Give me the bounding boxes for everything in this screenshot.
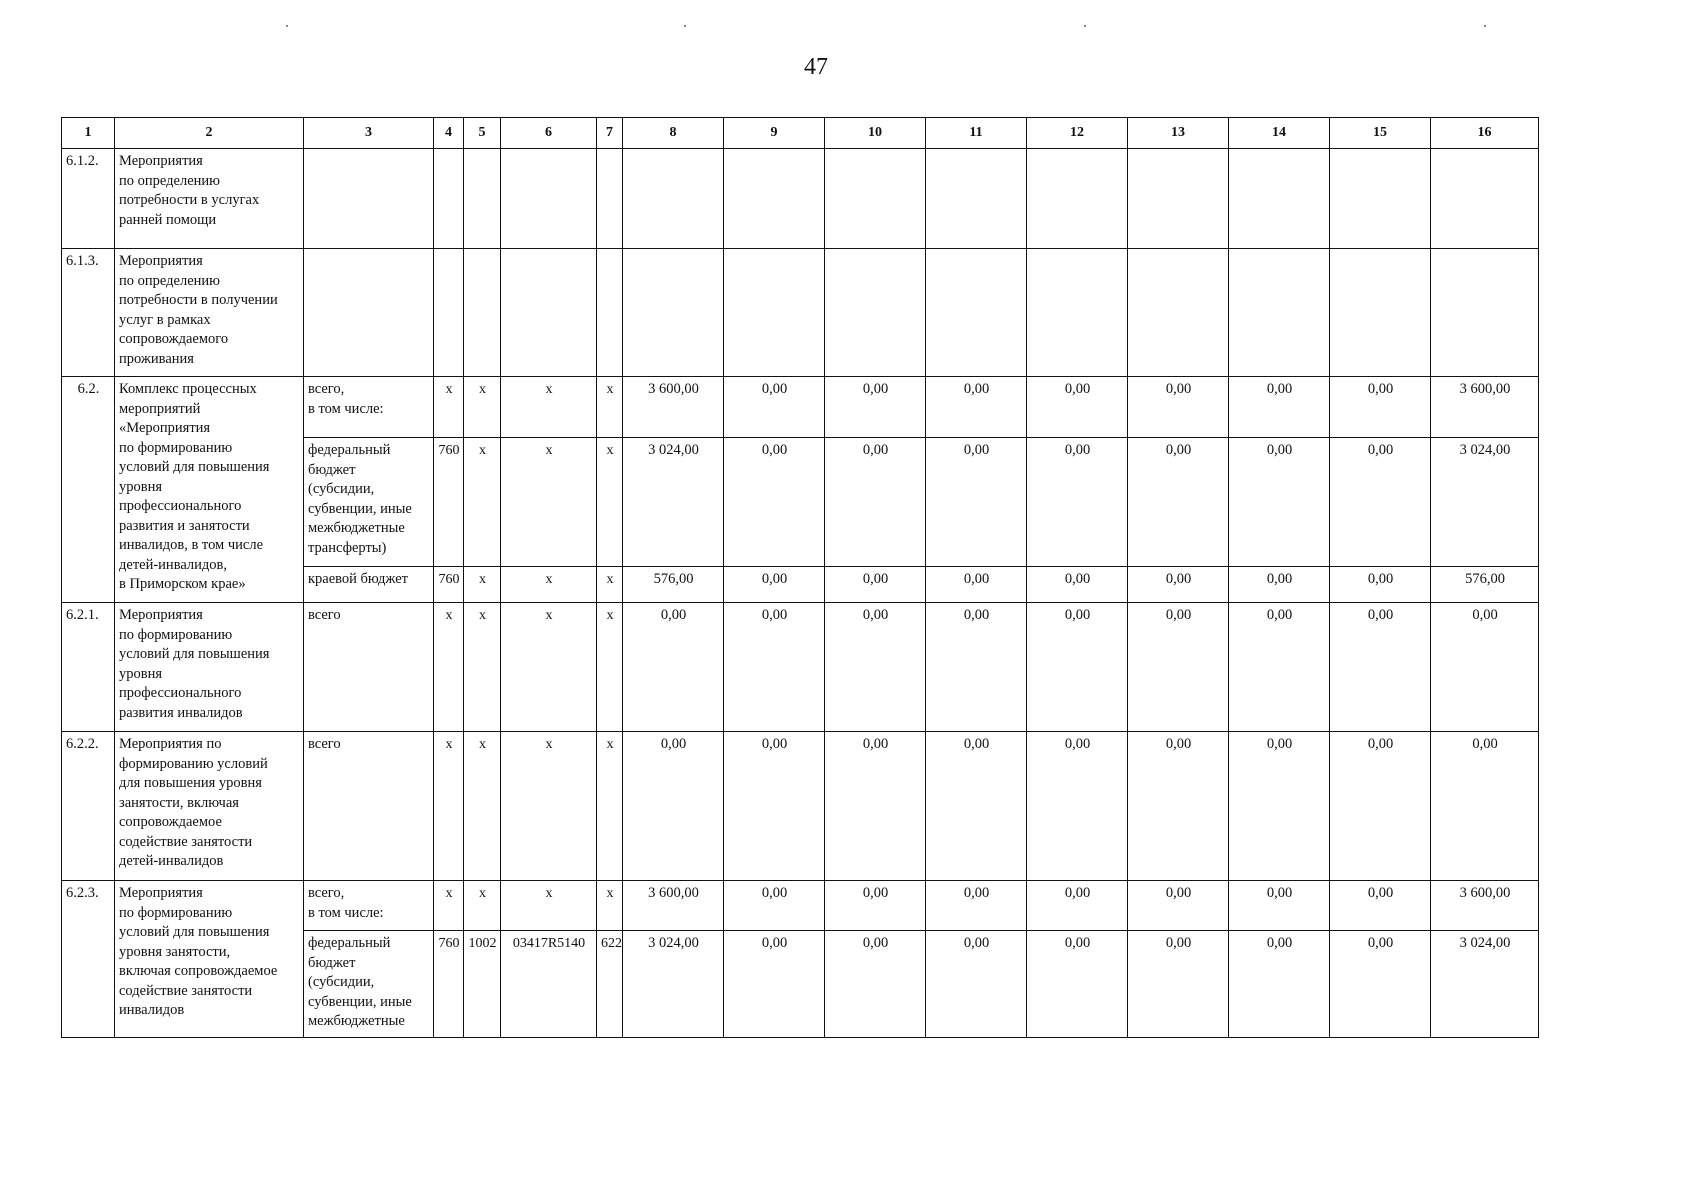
code-cell: x: [501, 603, 597, 732]
amount-cell: 0,00: [825, 377, 926, 438]
empty-cell: [926, 149, 1027, 249]
funding-source: всего, в том числе:: [304, 377, 434, 438]
code-cell: x: [597, 732, 623, 881]
table-row: [62, 881, 1539, 931]
empty-cell: [1128, 249, 1229, 377]
code-cell: x: [501, 881, 597, 931]
measure-name: Мероприятия по определению потребности в получении услуг в рамках сопровождаемого проживания: [115, 249, 304, 377]
empty-cell: [1229, 249, 1330, 377]
code-cell: x: [597, 438, 623, 567]
empty-cell: [434, 149, 464, 249]
scan-mark: [684, 25, 686, 27]
amount-cell: 0,00: [1330, 732, 1431, 881]
table-row: [62, 377, 1539, 438]
empty-cell: [1330, 149, 1431, 249]
empty-cell: [501, 149, 597, 249]
column-number: 8: [623, 118, 724, 149]
code-cell: 622: [597, 931, 623, 1038]
code-cell: x: [597, 603, 623, 732]
amount-cell: 0,00: [1330, 931, 1431, 1038]
page-number: 47: [804, 54, 828, 80]
code-cell: x: [464, 377, 501, 438]
amount-cell: 0,00: [1229, 881, 1330, 931]
measure-name: Мероприятия по определению потребности в услугах ранней помощи: [115, 149, 304, 249]
column-number: 16: [1431, 118, 1539, 149]
column-number: 11: [926, 118, 1027, 149]
empty-cell: [1330, 249, 1431, 377]
empty-cell: [597, 149, 623, 249]
empty-cell: [1128, 149, 1229, 249]
amount-cell: 0,00: [1027, 931, 1128, 1038]
code-cell: x: [501, 377, 597, 438]
funding-source: всего: [304, 732, 434, 881]
amount-cell: 0,00: [1229, 438, 1330, 567]
amount-cell: 0,00: [1229, 377, 1330, 438]
funding-source: всего: [304, 603, 434, 732]
amount-cell: 0,00: [926, 881, 1027, 931]
amount-cell: 0,00: [1027, 603, 1128, 732]
column-number: 3: [304, 118, 434, 149]
amount-cell: 0,00: [1027, 377, 1128, 438]
empty-cell: [1027, 249, 1128, 377]
code-cell: x: [597, 377, 623, 438]
amount-cell: 0,00: [724, 377, 825, 438]
amount-cell: 0,00: [724, 931, 825, 1038]
code-cell: x: [501, 567, 597, 603]
amount-cell: 0,00: [1330, 567, 1431, 603]
column-number: 5: [464, 118, 501, 149]
amount-cell: 576,00: [623, 567, 724, 603]
row-number: 6.1.3.: [62, 249, 115, 377]
column-number: 6: [501, 118, 597, 149]
empty-cell: [623, 149, 724, 249]
scan-mark: [1484, 25, 1486, 27]
code-cell: x: [464, 732, 501, 881]
amount-cell: 0,00: [1027, 567, 1128, 603]
row-number: 6.1.2.: [62, 149, 115, 249]
amount-cell: 0,00: [724, 567, 825, 603]
column-number-header: [62, 118, 1539, 149]
code-cell: x: [434, 732, 464, 881]
table-row: [62, 149, 1539, 249]
code-cell: x: [434, 377, 464, 438]
amount-cell: 3 600,00: [623, 377, 724, 438]
measure-name: Мероприятия по формированию условий для повышения уровня занятости, включая сопровождаемое содействие занятости инвалидов: [115, 881, 304, 1038]
amount-cell: 0,00: [1128, 438, 1229, 567]
amount-cell: 0,00: [1128, 881, 1229, 931]
amount-cell: 0,00: [926, 603, 1027, 732]
budget-table: [61, 117, 1539, 1038]
amount-cell: 0,00: [1128, 603, 1229, 732]
funding-source: краевой бюджет: [304, 567, 434, 603]
code-cell: 760: [434, 438, 464, 567]
amount-cell: 3 024,00: [623, 438, 724, 567]
funding-source: федеральный бюджет (субсидии, субвенции, иные межбюджетные трансферты): [304, 438, 434, 567]
code-cell: x: [501, 732, 597, 881]
row-number: 6.2.3.: [62, 881, 115, 1038]
table-row: [62, 249, 1539, 377]
amount-cell: 0,00: [926, 567, 1027, 603]
code-cell: 1002: [464, 931, 501, 1038]
empty-cell: [724, 249, 825, 377]
row-number: 6.2.2.: [62, 732, 115, 881]
column-number: 13: [1128, 118, 1229, 149]
amount-cell: 0,00: [1128, 377, 1229, 438]
table-row: [62, 603, 1539, 732]
column-number: 15: [1330, 118, 1431, 149]
empty-cell: [464, 249, 501, 377]
amount-cell: 0,00: [825, 881, 926, 931]
column-number: 2: [115, 118, 304, 149]
amount-cell: 0,00: [1128, 931, 1229, 1038]
empty-cell: [464, 149, 501, 249]
empty-cell: [825, 249, 926, 377]
amount-cell: 0,00: [724, 732, 825, 881]
amount-cell: 0,00: [623, 732, 724, 881]
amount-cell: 0,00: [623, 603, 724, 732]
empty-cell: [1027, 149, 1128, 249]
measure-name: Комплекс процессных мероприятий «Мероприятия по формированию условий для повышения уровня профессионального развития и занятости инвалидов, в том числе детей-инвалидов, в Приморском крае»: [115, 377, 304, 603]
amount-cell: 0,00: [926, 931, 1027, 1038]
code-cell: x: [597, 881, 623, 931]
code-cell: x: [434, 603, 464, 732]
amount-cell: 0,00: [1431, 732, 1539, 881]
code-cell: x: [434, 881, 464, 931]
amount-cell: 0,00: [1128, 567, 1229, 603]
amount-cell: 0,00: [825, 732, 926, 881]
amount-cell: 0,00: [1229, 931, 1330, 1038]
amount-cell: 3 024,00: [1431, 438, 1539, 567]
amount-cell: 0,00: [1027, 881, 1128, 931]
amount-cell: 0,00: [825, 603, 926, 732]
amount-cell: 0,00: [825, 438, 926, 567]
empty-cell: [304, 149, 434, 249]
amount-cell: 0,00: [1330, 438, 1431, 567]
code-cell: 760: [434, 931, 464, 1038]
empty-cell: [304, 249, 434, 377]
code-cell: 760: [434, 567, 464, 603]
amount-cell: 3 600,00: [623, 881, 724, 931]
code-cell: 03417R5140: [501, 931, 597, 1038]
amount-cell: 3 024,00: [1431, 931, 1539, 1038]
empty-cell: [1431, 249, 1539, 377]
table-row: [62, 732, 1539, 881]
column-number: 4: [434, 118, 464, 149]
column-number: 9: [724, 118, 825, 149]
code-cell: x: [464, 567, 501, 603]
code-cell: x: [464, 603, 501, 732]
amount-cell: 0,00: [1229, 732, 1330, 881]
empty-cell: [825, 149, 926, 249]
empty-cell: [1229, 149, 1330, 249]
amount-cell: 0,00: [926, 438, 1027, 567]
row-number: 6.2.1.: [62, 603, 115, 732]
empty-cell: [501, 249, 597, 377]
amount-cell: 3 600,00: [1431, 377, 1539, 438]
column-number: 1: [62, 118, 115, 149]
amount-cell: 0,00: [1229, 567, 1330, 603]
amount-cell: 0,00: [1229, 603, 1330, 732]
amount-cell: 0,00: [724, 438, 825, 567]
empty-cell: [724, 149, 825, 249]
amount-cell: 0,00: [724, 603, 825, 732]
empty-cell: [434, 249, 464, 377]
amount-cell: 3 600,00: [1431, 881, 1539, 931]
funding-source: федеральный бюджет (субсидии, субвенции, иные межбюджетные: [304, 931, 434, 1038]
amount-cell: 576,00: [1431, 567, 1539, 603]
column-number: 7: [597, 118, 623, 149]
funding-source: всего, в том числе:: [304, 881, 434, 931]
amount-cell: 0,00: [1330, 603, 1431, 732]
code-cell: x: [464, 438, 501, 567]
amount-cell: 0,00: [1128, 732, 1229, 881]
scan-mark: [286, 25, 288, 27]
empty-cell: [926, 249, 1027, 377]
code-cell: x: [464, 881, 501, 931]
amount-cell: 0,00: [1330, 377, 1431, 438]
amount-cell: 0,00: [1330, 881, 1431, 931]
column-number: 10: [825, 118, 926, 149]
empty-cell: [623, 249, 724, 377]
amount-cell: 0,00: [724, 881, 825, 931]
row-number: 6.2.: [62, 377, 115, 603]
amount-cell: 0,00: [926, 377, 1027, 438]
amount-cell: 0,00: [926, 732, 1027, 881]
code-cell: x: [501, 438, 597, 567]
amount-cell: 0,00: [825, 567, 926, 603]
amount-cell: 0,00: [1431, 603, 1539, 732]
empty-cell: [1431, 149, 1539, 249]
amount-cell: 0,00: [1027, 732, 1128, 881]
measure-name: Мероприятия по формированию условий для повышения уровня занятости, включая сопровождаемое содействие занятости детей-инвалидов: [115, 732, 304, 881]
column-number: 12: [1027, 118, 1128, 149]
amount-cell: 0,00: [1027, 438, 1128, 567]
code-cell: x: [597, 567, 623, 603]
column-number: 14: [1229, 118, 1330, 149]
empty-cell: [597, 249, 623, 377]
amount-cell: 3 024,00: [623, 931, 724, 1038]
scan-mark: [1084, 25, 1086, 27]
amount-cell: 0,00: [825, 931, 926, 1038]
measure-name: Мероприятия по формированию условий для повышения уровня профессионального развития инвалидов: [115, 603, 304, 732]
